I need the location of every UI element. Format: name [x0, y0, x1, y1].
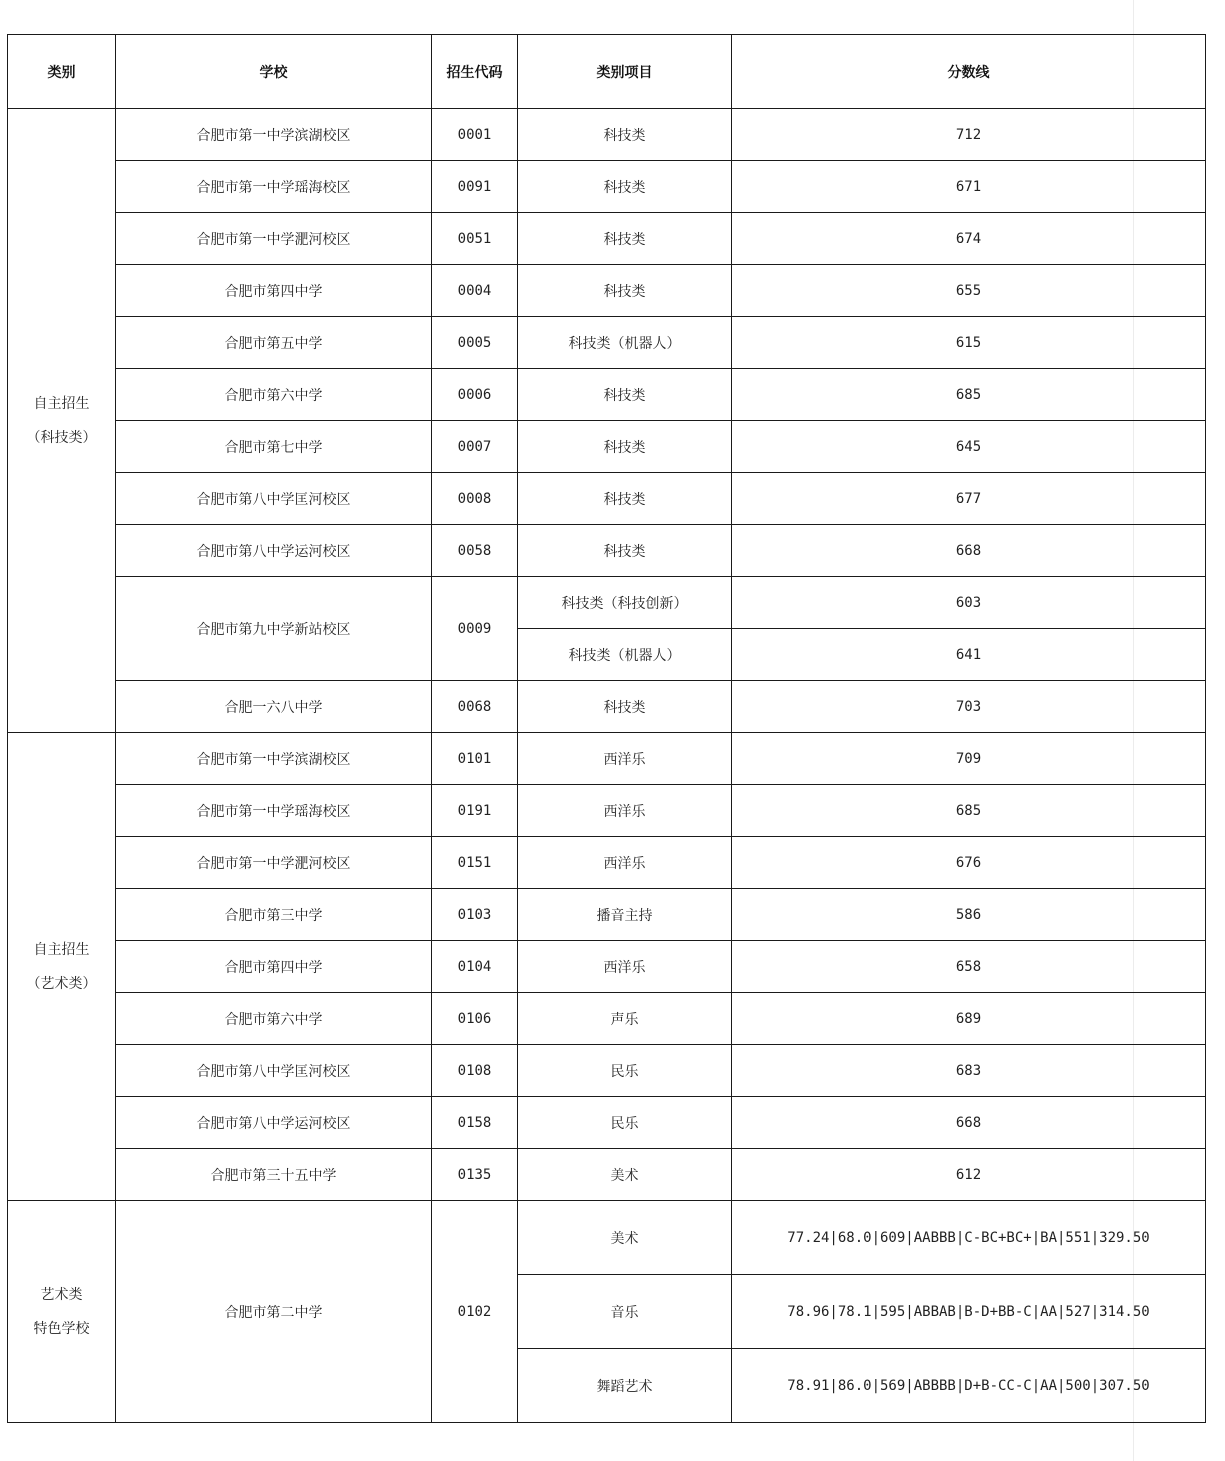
score-cell: 674: [732, 213, 1206, 265]
code-cell: 0008: [432, 473, 518, 525]
school-cell: 合肥一六八中学: [116, 681, 432, 733]
table-row: [8, 1097, 1206, 1149]
school-cell: 合肥市第八中学匡河校区: [116, 473, 432, 525]
school-cell: 合肥市第一中学瑶海校区: [116, 785, 432, 837]
item-cell: 舞蹈艺术: [518, 1349, 732, 1423]
item-cell: 美术: [518, 1201, 732, 1275]
score-cell: 685: [732, 369, 1206, 421]
score-cell: 668: [732, 525, 1206, 577]
score-cell: 78.96|78.1|595|ABBAB|B-D+BB-C|AA|527|314.50: [732, 1275, 1206, 1349]
code-cell: 0151: [432, 837, 518, 889]
category-line: （科技类）: [26, 429, 97, 446]
item-cell: 美术: [518, 1149, 732, 1201]
table-row: [8, 473, 1206, 525]
school-cell: 合肥市第七中学: [116, 421, 432, 473]
code-cell: 0104: [432, 941, 518, 993]
item-cell: 音乐: [518, 1275, 732, 1349]
score-cell: 658: [732, 941, 1206, 993]
category-line: 自主招生: [33, 941, 90, 958]
code-cell: 0005: [432, 317, 518, 369]
code-cell: 0001: [432, 109, 518, 161]
table-row: [8, 889, 1206, 941]
school-cell: 合肥市第一中学淝河校区: [116, 213, 432, 265]
school-cell: 合肥市第二中学: [116, 1201, 432, 1423]
table-row: [8, 837, 1206, 889]
school-cell: 合肥市第一中学瑶海校区: [116, 161, 432, 213]
score-cell: 612: [732, 1149, 1206, 1201]
score-cell: 712: [732, 109, 1206, 161]
school-cell: 合肥市第八中学匡河校区: [116, 1045, 432, 1097]
category-cell-art: [8, 733, 116, 1201]
code-cell: 0135: [432, 1149, 518, 1201]
score-cell: 655: [732, 265, 1206, 317]
score-cell: 77.24|68.0|609|AABBB|C-BC+BC+|BA|551|329.50: [732, 1201, 1206, 1275]
code-cell: 0108: [432, 1045, 518, 1097]
category-line: （艺术类）: [26, 975, 97, 992]
header-category: 类别: [8, 35, 116, 109]
score-cell: 689: [732, 993, 1206, 1045]
item-cell: 科技类: [518, 369, 732, 421]
table-row: [8, 1045, 1206, 1097]
item-cell: 民乐: [518, 1045, 732, 1097]
school-cell: 合肥市第三十五中学: [116, 1149, 432, 1201]
code-cell: 0158: [432, 1097, 518, 1149]
code-cell: 0051: [432, 213, 518, 265]
category-line: 艺术类: [40, 1286, 83, 1303]
code-cell: 0058: [432, 525, 518, 577]
school-cell: 合肥市第一中学滨湖校区: [116, 733, 432, 785]
score-cell: 78.91|86.0|569|ABBBB|D+B-CC-C|AA|500|307.50: [732, 1349, 1206, 1423]
header-school: 学校: [116, 35, 432, 109]
school-cell: 合肥市第五中学: [116, 317, 432, 369]
table-row: [8, 109, 1206, 161]
code-cell: 0191: [432, 785, 518, 837]
table-row: [8, 1201, 1206, 1275]
code-cell: 0068: [432, 681, 518, 733]
score-cell: 685: [732, 785, 1206, 837]
category-cell-art-featured: [8, 1201, 116, 1423]
table-header-row: [8, 35, 1206, 109]
category-line: 自主招生: [33, 395, 90, 412]
item-cell: 科技类: [518, 265, 732, 317]
item-cell: 西洋乐: [518, 785, 732, 837]
code-cell: 0091: [432, 161, 518, 213]
school-cell: 合肥市第一中学滨湖校区: [116, 109, 432, 161]
score-cell: 586: [732, 889, 1206, 941]
school-cell: 合肥市第一中学淝河校区: [116, 837, 432, 889]
item-cell: 科技类: [518, 161, 732, 213]
header-item: 类别项目: [518, 35, 732, 109]
item-cell: 西洋乐: [518, 733, 732, 785]
score-cell: 671: [732, 161, 1206, 213]
school-cell: 合肥市第九中学新站校区: [116, 577, 432, 681]
score-cell: 703: [732, 681, 1206, 733]
item-cell: 科技类（科技创新）: [518, 577, 732, 629]
code-cell: 0101: [432, 733, 518, 785]
item-cell: 科技类: [518, 109, 732, 161]
item-cell: 科技类: [518, 473, 732, 525]
header-score: 分数线: [732, 35, 1206, 109]
score-cell: 676: [732, 837, 1206, 889]
category-cell-tech: [8, 109, 116, 733]
code-cell: 0103: [432, 889, 518, 941]
score-cell: 603: [732, 577, 1206, 629]
item-cell: 科技类: [518, 213, 732, 265]
header-code: 招生代码: [432, 35, 518, 109]
table-row: [8, 993, 1206, 1045]
score-cell: 645: [732, 421, 1206, 473]
school-cell: 合肥市第八中学运河校区: [116, 1097, 432, 1149]
table-row: [8, 1149, 1206, 1201]
table-row: [8, 161, 1206, 213]
code-cell: 0006: [432, 369, 518, 421]
table-row: [8, 525, 1206, 577]
code-cell: 0007: [432, 421, 518, 473]
item-cell: 科技类: [518, 681, 732, 733]
school-cell: 合肥市第六中学: [116, 993, 432, 1045]
table-row: [8, 369, 1206, 421]
score-cell: 641: [732, 629, 1206, 681]
item-cell: 播音主持: [518, 889, 732, 941]
table-row: [8, 577, 1206, 629]
code-cell: 0004: [432, 265, 518, 317]
table-row: [8, 941, 1206, 993]
score-cell: 677: [732, 473, 1206, 525]
school-cell: 合肥市第八中学运河校区: [116, 525, 432, 577]
item-cell: 科技类: [518, 421, 732, 473]
category-line: 特色学校: [33, 1320, 90, 1337]
item-cell: 民乐: [518, 1097, 732, 1149]
school-cell: 合肥市第三中学: [116, 889, 432, 941]
item-cell: 西洋乐: [518, 837, 732, 889]
admission-score-table: [7, 34, 1206, 1423]
score-cell: 615: [732, 317, 1206, 369]
score-cell: 683: [732, 1045, 1206, 1097]
table-row: [8, 421, 1206, 473]
item-cell: 声乐: [518, 993, 732, 1045]
item-cell: 科技类（机器人）: [518, 629, 732, 681]
table-row: [8, 681, 1206, 733]
school-cell: 合肥市第四中学: [116, 265, 432, 317]
item-cell: 西洋乐: [518, 941, 732, 993]
school-cell: 合肥市第六中学: [116, 369, 432, 421]
score-cell: 668: [732, 1097, 1206, 1149]
table-row: [8, 265, 1206, 317]
table-row: [8, 785, 1206, 837]
item-cell: 科技类（机器人）: [518, 317, 732, 369]
code-cell: 0009: [432, 577, 518, 681]
item-cell: 科技类: [518, 525, 732, 577]
table-row: [8, 317, 1206, 369]
score-cell: 709: [732, 733, 1206, 785]
code-cell: 0106: [432, 993, 518, 1045]
school-cell: 合肥市第四中学: [116, 941, 432, 993]
table-row: [8, 733, 1206, 785]
code-cell: 0102: [432, 1201, 518, 1423]
table-row: [8, 213, 1206, 265]
